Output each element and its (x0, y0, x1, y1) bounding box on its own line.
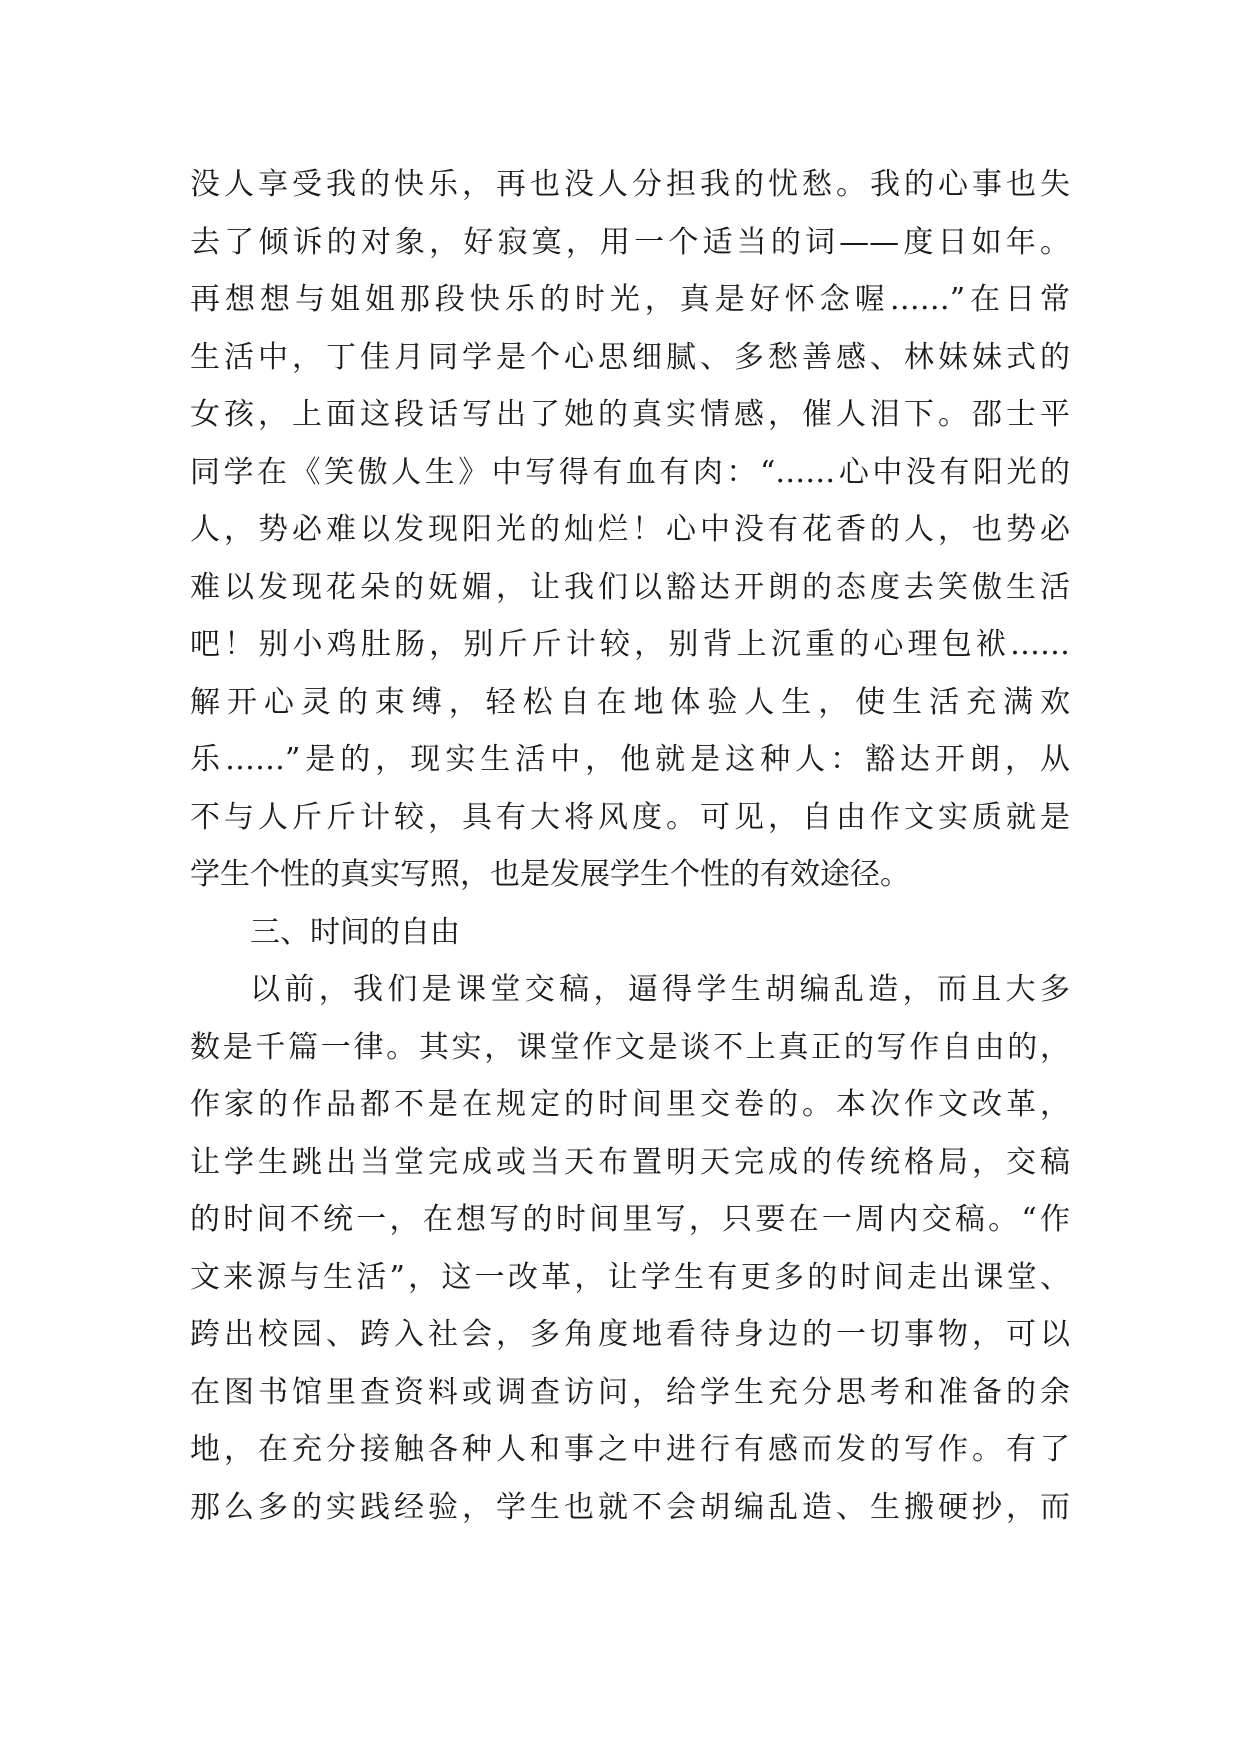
body-text (190, 156, 1070, 1536)
paragraph-line: 吧！别小鸡肚肠，别斤斤计较，别背上沉重的心理包袱…… (190, 627, 1070, 662)
paragraph-line: 同学在《笑傲人生》中写得有血有肉：“……心中没有阳光的 (190, 454, 1070, 490)
paragraph-line: 解开心灵的束缚，轻松自在地体验人生，使生活充满欢 (190, 684, 1070, 720)
paragraph-line: 生活中，丁佳月同学是个心思细腻、多愁善感、林妹妹式的 (190, 339, 1070, 375)
paragraph-line: 去了倾诉的对象，好寂寞，用一个适当的词——度日如年。 (190, 224, 1070, 260)
paragraph-line: 在图书馆里查资料或调查访问，给学生充分思考和准备的余 (190, 1374, 1070, 1410)
paragraph-line: 作家的作品都不是在规定的时间里交卷的。本次作文改革， (190, 1087, 1070, 1122)
paragraph-line: 数是千篇一律。其实，课堂作文是谈不上真正的写作自由的， (190, 1029, 1070, 1065)
paragraph-line: 人，势必难以发现阳光的灿烂！心中没有花香的人，也势必 (190, 512, 1070, 547)
section-heading: 三、时间的自由 (250, 914, 460, 950)
paragraph-line: 地，在充分接触各种人和事之中进行有感而发的写作。有了 (190, 1432, 1070, 1467)
paragraph-line: 没人享受我的快乐，再也没人分担我的忧愁。我的心事也失 (190, 167, 1070, 202)
paragraph-last-line: 学生个性的真实写照，也是发展学生个性的有效途径。 (190, 857, 910, 892)
paragraph-line: 那么多的实践经验，学生也就不会胡编乱造、生搬硬抄，而 (190, 1489, 1070, 1525)
paragraph-line: 难以发现花朵的妩媚，让我们以豁达开朗的态度去笑傲生活 (190, 569, 1070, 605)
paragraph-line: 乐……”是的，现实生活中，他就是这种人：豁达开朗，从 (190, 742, 1070, 777)
paragraph-first-line: 以前，我们是课堂交稿，逼得学生胡编乱造，而且大多 (250, 972, 1070, 1007)
paragraph-line: 不与人斤斤计较，具有大将风度。可见，自由作文实质就是 (190, 799, 1070, 835)
paragraph-line: 再想想与姐姐那段快乐的时光，真是好怀念喔……”在日常 (190, 282, 1070, 317)
paragraph-line: 的时间不统一，在想写的时间里写，只要在一周内交稿。“作 (190, 1202, 1070, 1237)
paragraph-line: 文来源与生活”，这一改革，让学生有更多的时间走出课堂、 (190, 1259, 1070, 1295)
paragraph-line: 女孩，上面这段话写出了她的真实情感，催人泪下。邵士平 (190, 397, 1070, 432)
paragraph-line: 跨出校园、跨入社会，多角度地看待身边的一切事物，可以 (190, 1317, 1070, 1352)
paragraph-line: 让学生跳出当堂完成或当天布置明天完成的传统格局，交稿 (190, 1144, 1070, 1180)
